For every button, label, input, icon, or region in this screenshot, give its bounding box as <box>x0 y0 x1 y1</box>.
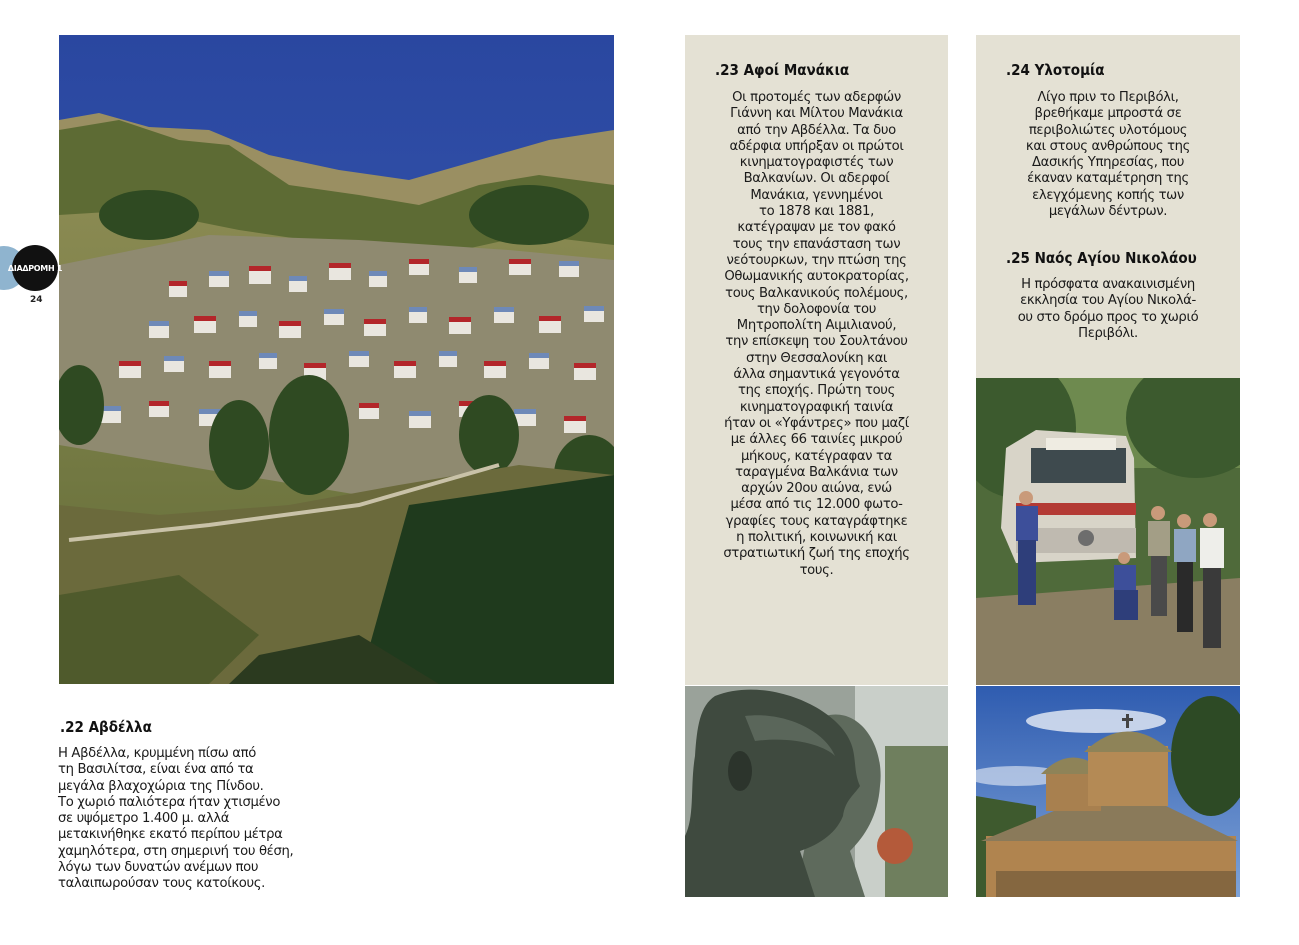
text-line: σε υψόμετρο 1.400 μ. αλλά <box>58 811 230 827</box>
text-line: μέσα από τις 12.000 φωτο- <box>730 497 903 513</box>
text-line: στρατιωτική ζωή της εποχής <box>723 546 910 562</box>
text-line: τους. <box>799 562 834 578</box>
text-line: Οι προτομές των αδερφών <box>732 90 901 105</box>
text-line: από την Αβδέλλα. Τα δυο <box>737 122 896 138</box>
busts-photo <box>685 686 948 897</box>
text-line: Το χωριό παλιότερα ήταν χτισμένο <box>58 794 281 810</box>
text-line: Περιβόλι. <box>1078 325 1138 341</box>
section-24-text <box>976 90 1240 220</box>
text-line: τη Βασιλίτσα, είναι ένα από τα <box>58 762 254 778</box>
text-line: Μανάκια, γεννημένοι <box>750 187 883 203</box>
text-line: Μητροπολίτη Αιμιλιανού, <box>736 318 897 334</box>
village-photo <box>59 35 614 684</box>
text-line: μετακινήθηκε εκατό περίπου μέτρα <box>58 827 283 843</box>
text-line: μεγάλων δέντρων. <box>1048 204 1168 220</box>
text-line: μήκους, κατέγραφαν τα <box>741 448 892 464</box>
text-line: με άλλες 66 ταινίες μικρού <box>730 432 903 448</box>
text-line: το 1878 και 1881, <box>759 204 874 220</box>
text-line: τους την επανάσταση των <box>732 236 901 252</box>
text-line: κατέγραψαν με τον φακό <box>737 220 896 236</box>
text-line: Η Αβδέλλα, κρυμμένη πίσω από <box>58 746 256 761</box>
text-line: ταλαιπωρούσαν τους κατοίκους. <box>58 876 266 892</box>
lumberjacks-bus-photo <box>976 378 1240 685</box>
text-line: στην Θεσσαλονίκη και <box>745 350 888 366</box>
text-line: γραφίες τους καταγράφτηκε <box>725 513 908 529</box>
text-line: αρχών 20ου αιώνα, ενώ <box>741 481 892 497</box>
text-line: μεγάλα βλαχοχώρια της Πίνδου. <box>58 778 264 794</box>
text-line: περιβολιώτες υλοτόμους <box>1028 122 1188 138</box>
text-line: κινηματογραφική ταινία <box>739 399 894 415</box>
text-line: την επίσκεψη του Σουλτάνου <box>725 334 908 350</box>
text-line: και στους ανθρώπους της <box>1025 138 1191 154</box>
text-line: κινηματογραφιστές των <box>739 155 894 171</box>
text-line: βρεθήκαμε μπροστά σε <box>1034 106 1182 122</box>
section-25-text <box>976 277 1240 342</box>
text-line: Οθωμανικής αυτοκρατορίας, <box>724 269 909 285</box>
text-line: ήταν οι «Υφάντρες» που μαζί <box>724 415 909 431</box>
route-badge-label: ΔΙΑΔΡΟΜΗ 1 <box>7 263 63 273</box>
text-line: ελεγχόμενης κοπής των <box>1032 187 1184 203</box>
text-line: την δολοφονία του <box>756 301 877 317</box>
text-line: εκκλησία του Αγίου Νικολά- <box>1020 293 1196 309</box>
section-23-text <box>685 90 948 579</box>
section-25-title: .25 Ναός Αγίου Νικολάου <box>1006 249 1197 267</box>
section-24-title: .24 Υλοτομία <box>1006 61 1105 79</box>
route-badge <box>0 244 63 294</box>
section-22-title: .22 Αβδέλλα <box>60 718 152 736</box>
route-badge-disc <box>7 245 63 291</box>
text-line: νεότουρκων, την πτώση της <box>726 252 907 268</box>
text-line: χαμηλότερα, στη σημερινή του θέση, <box>58 843 294 859</box>
text-line: Η πρόσφατα ανακαινισμένη <box>1021 277 1195 292</box>
section-22-text <box>58 746 293 893</box>
text-line: τους Βαλκανικούς πολέμους, <box>725 285 908 301</box>
text-line: λόγω των δυνατών ανέμων που <box>58 860 259 876</box>
church-photo <box>976 686 1240 897</box>
text-line: η πολιτική, κοινωνική και <box>736 530 897 546</box>
text-line: Γιάννη και Μίλτου Μανάκια <box>730 106 903 122</box>
text-line: Λίγο πριν το Περιβόλι, <box>1037 90 1179 105</box>
text-line: ταραγμένα Βαλκάνια των <box>735 464 898 480</box>
text-line: Δασικής Υπηρεσίας, που <box>1031 155 1185 171</box>
page-number: 24 <box>30 295 43 305</box>
text-line: αδέρφια υπήρξαν οι πρώτοι <box>729 138 904 154</box>
text-line: άλλα σημαντικά γεγονότα <box>733 367 900 383</box>
text-line: Βαλκανίων. Οι αδερφοί <box>743 171 890 187</box>
section-23-title: .23 Αφοί Μανάκια <box>715 61 850 79</box>
text-line: ου στο δρόμο προς το χωριό <box>1017 309 1199 325</box>
text-line: έκαναν καταμέτρηση της <box>1027 171 1189 187</box>
text-line: της εποχής. Πρώτη τους <box>738 383 895 399</box>
